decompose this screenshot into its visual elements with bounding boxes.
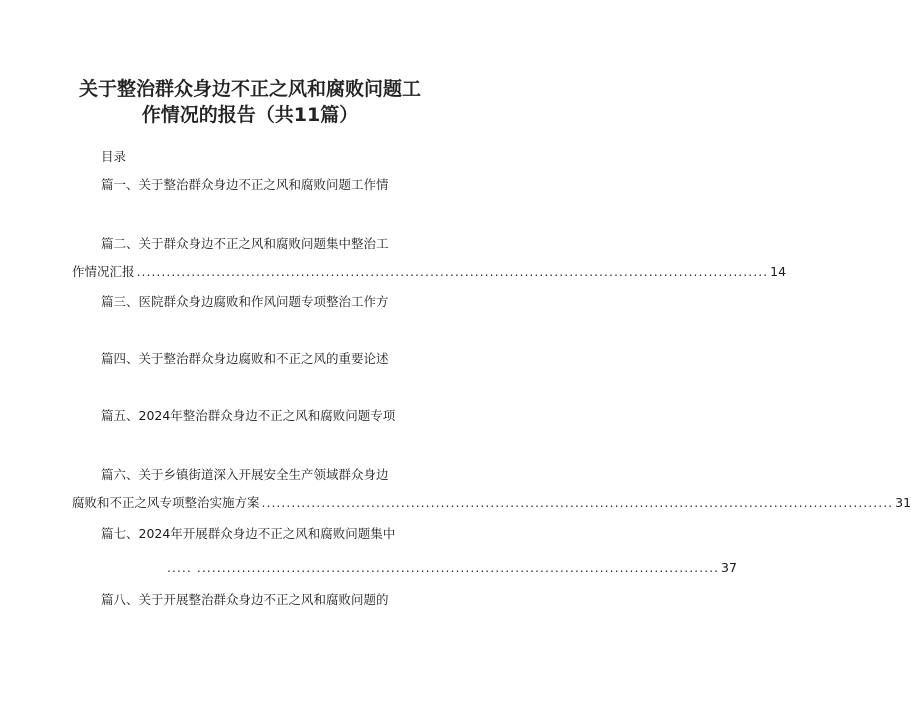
toc-entry-6-continuation[interactable] [72,495,911,511]
toc-entry-2-page: 14 [770,264,787,279]
document-title-line-1: 关于整治群众身边不正之风和腐败问题工 [78,78,421,100]
toc-entry-7-continuation[interactable] [165,560,737,576]
toc-entry-5[interactable]: 篇五、2024年整治群众身边不正之风和腐败问题专项 [101,408,396,423]
toc-entry-7-page: 37 [721,560,737,575]
toc-entry-6-line-2: 腐败和不正之风专项整治实施方案 [72,495,260,510]
toc-entry-8[interactable]: 篇八、关于开展整治群众身边不正之风和腐败问题的 [101,592,389,607]
toc-entry-2-line-2: 作情况汇报 [72,264,135,279]
toc-entry-6-page: 31 [895,495,911,510]
toc-entry-4[interactable]: 篇四、关于整治群众身边腐败和不正之风的重要论述 [101,351,389,366]
leader-dots: ............................................................................................................................... [261,495,894,510]
toc-entry-2-continuation[interactable] [72,264,787,280]
toc-entry-3[interactable]: 篇三、医院群众身边腐败和作风问题专项整治工作方 [101,294,389,309]
toc-entry-6[interactable]: 篇六、关于乡镇街道深入开展安全生产领域群众身边 [101,467,389,482]
leader-dots: ..... ......................................................................................................... [167,560,720,575]
toc-heading: 目录 [101,149,127,164]
toc-entry-1[interactable]: 篇一、关于整治群众身边不正之风和腐败问题工作情 [101,177,389,192]
toc-entry-7[interactable]: 篇七、2024年开展群众身边不正之风和腐败问题集中 [101,526,396,541]
toc-entry-2[interactable]: 篇二、关于群众身边不正之风和腐败问题集中整治工 [101,236,389,251]
leader-dots: ............................................................................................................................... [136,264,769,279]
document-title-line-2: 作情况的报告（共11篇） [141,104,359,126]
